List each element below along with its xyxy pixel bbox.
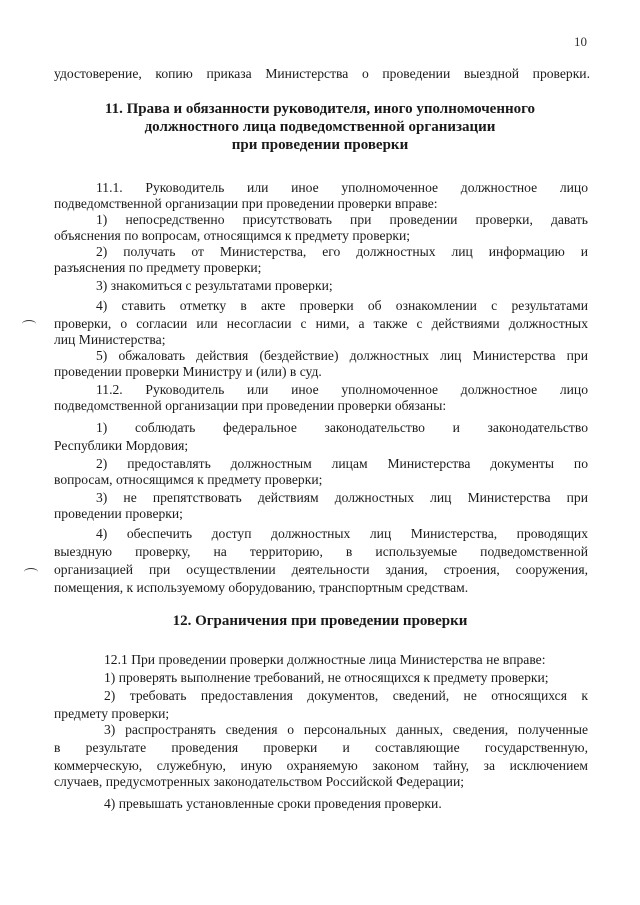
s12-line-1: 12.1 При проведении проверки должностные лица Министерства не вправе: [104, 652, 546, 667]
intro-line: удостоверение, копию приказа Министерства о проведении выездной проверки. [54, 66, 590, 81]
s12-line-5: 3) распространять сведения о персональных данных, сведения, полученные [104, 722, 588, 737]
s11-line-12: проведении проверки Министру и (или) в суд. [54, 364, 322, 379]
s11-line-8: 4) ставить отметку в акте проверки об ознакомлении с результатами [96, 298, 588, 313]
s12-line-2: 1) проверять выполнение требований, не относящихся к предмету проверки; [104, 670, 549, 685]
s11-line-9: проверки, о согласии или несогласии с ними, а также с действиями должностных [54, 316, 588, 331]
s11-line-18: вопросам, относящимся к предмету проверки; [54, 472, 323, 487]
s11-line-15: 1) соблюдать федеральное законодательство и законодательство [96, 420, 588, 435]
margin-mark [24, 568, 38, 576]
s11-line-4: объяснения по вопросам, относящимся к предмету проверки; [54, 228, 411, 243]
s12-line-4: предмету проверки; [54, 706, 170, 721]
section-12-heading: 12. Ограничения при проведении проверки [172, 613, 468, 629]
s11-line-17: 2) предоставлять должностным лицам Министерства документы по [96, 456, 588, 471]
s11-line-5: 2) получать от Министерства, его должностных лиц информацию и [96, 244, 588, 259]
s11-line-7: 3) знакомиться с результатами проверки; [96, 278, 333, 293]
s11-line-3: 1) непосредственно присутствовать при проведении проверки, давать [96, 212, 588, 227]
s11-line-1: 11.1. Руководитель или иное уполномоченное должностное лицо [96, 180, 588, 195]
s11-line-2: подведомственной организации при проведении проверки вправе: [54, 196, 438, 211]
s12-line-8: случаев, предусмотренных законодательством Российской Федерации; [54, 774, 464, 789]
s11-line-11: 5) обжаловать действия (бездействие) должностных лиц Министерства при [96, 348, 588, 363]
s12-line-6: в результате проведения проверки и составляющие государственную, [54, 740, 588, 755]
section-11-heading-line-2: должностного лица подведомственной организации [144, 119, 496, 135]
s11-line-24: помещения, к используемому оборудованию, транспортным средствам. [54, 580, 469, 595]
s11-line-16: Республики Мордовия; [54, 438, 189, 453]
s12-line-3: 2) требовать предоставления документов, сведений, не относящихся к [104, 688, 588, 703]
s11-line-14: подведомственной организации при проведении проверки обязаны: [54, 398, 447, 413]
s11-line-6: разъяснения по предмету проверки; [54, 260, 262, 275]
page-number: 10 [574, 34, 587, 49]
s12-line-9: 4) превышать установленные сроки проведения проверки. [104, 796, 442, 811]
s11-line-19: 3) не препятствовать действиям должностных лиц Министерства при [96, 490, 588, 505]
s11-line-21: 4) обеспечить доступ должностных лиц Министерства, проводящих [96, 526, 588, 541]
section-11-heading-line-1: 11. Права и обязанности руководителя, иного уполномоченного [104, 101, 536, 117]
s12-line-7: коммерческую, служебную, иную охраняемую законом тайну, за исключением [54, 758, 588, 773]
s11-line-13: 11.2. Руководитель или иное уполномоченное должностное лицо [96, 382, 588, 397]
margin-mark [22, 320, 36, 328]
section-11-heading-line-3: при проведении проверки [231, 137, 409, 153]
s11-line-10: лиц Министерства; [54, 332, 166, 347]
s11-line-20: проведении проверки; [54, 506, 183, 521]
s11-line-22: выездную проверку, на территорию, в используемые подведомственной [54, 544, 588, 559]
s11-line-23: организацией при осуществлении деятельности здания, строения, сооружения, [54, 562, 588, 577]
